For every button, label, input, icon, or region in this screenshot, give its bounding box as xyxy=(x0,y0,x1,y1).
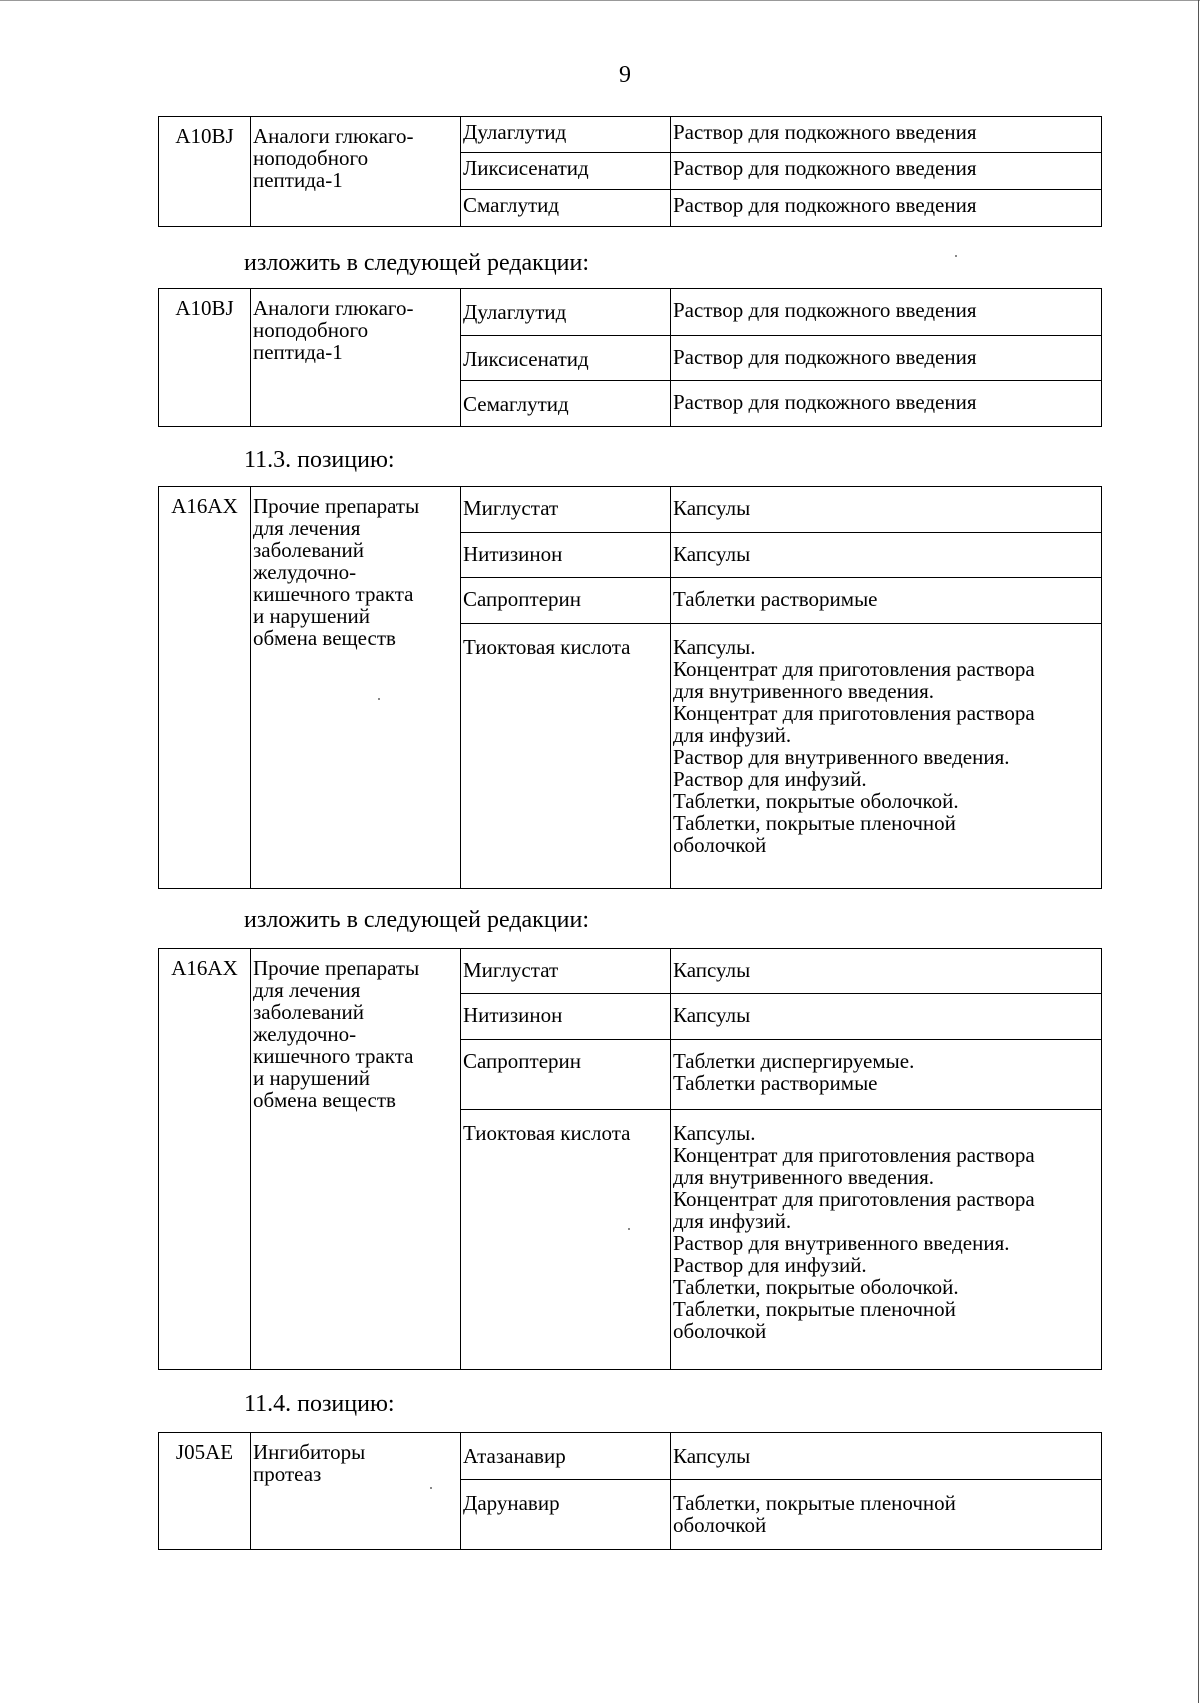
atc-code: A10BJ xyxy=(159,289,251,427)
scan-edge-top xyxy=(0,0,1200,1)
group-name: Прочие препараты для лечения заболеваний желудочно- кишечного тракта и нарушений обмена веществ xyxy=(251,949,461,1370)
dosage-form: Раствор для подкожного введения xyxy=(671,381,1102,427)
dosage-form: Капсулы xyxy=(671,994,1102,1040)
atc-code: A16AX xyxy=(159,487,251,889)
table-row xyxy=(159,117,1102,153)
table-a16ax-old xyxy=(158,486,1102,889)
drug-name: Дулаглутид xyxy=(461,289,671,336)
scan-speck xyxy=(430,1487,432,1489)
drug-name: Миглустат xyxy=(461,487,671,533)
drug-name: Ликсисенатид xyxy=(461,153,671,190)
group-name: Ингибиторы протеаз xyxy=(251,1433,461,1550)
table-row xyxy=(159,289,1102,336)
drug-name: Ликсисенатид xyxy=(461,336,671,381)
atc-code: J05AE xyxy=(159,1433,251,1550)
table-a16ax-new xyxy=(158,948,1102,1370)
dosage-form: Таблетки растворимые xyxy=(671,578,1102,624)
drug-name: Сапроптерин xyxy=(461,1040,671,1110)
group-name: Аналоги глюкаго- ноподобного пептида-1 xyxy=(251,289,461,427)
dosage-form: Раствор для подкожного введения xyxy=(671,190,1102,227)
dosage-form: Капсулы. Концентрат для приготовления раствора для внутривенного введения. Концентрат для приготовления раствора для инфузий. Раствор для внутривенного введения. Раствор для инфузий. Таблетки, покрытые оболочкой. Таблетки, покрытые пленочной оболочкой xyxy=(671,624,1102,889)
table-a10bj-old xyxy=(158,116,1102,227)
section-heading: изложить в следующей редакции: xyxy=(244,250,590,276)
scan-edge-right xyxy=(1198,0,1199,1703)
drug-name: Нитизинон xyxy=(461,994,671,1040)
scan-speck xyxy=(628,1228,630,1230)
table-row xyxy=(159,1433,1102,1480)
group-name: Прочие препараты для лечения заболеваний желудочно- кишечного тракта и нарушений обмена веществ xyxy=(251,487,461,889)
dosage-form: Раствор для подкожного введения xyxy=(671,289,1102,336)
dosage-form: Раствор для подкожного введения xyxy=(671,336,1102,381)
dosage-form: Раствор для подкожного введения xyxy=(671,153,1102,190)
dosage-form: Капсулы xyxy=(671,533,1102,578)
dosage-form: Раствор для подкожного введения xyxy=(671,117,1102,153)
atc-code: A16AX xyxy=(159,949,251,1370)
section-heading: изложить в следующей редакции: xyxy=(244,907,590,933)
group-name: Аналоги глюкаго- ноподобного пептида-1 xyxy=(251,117,461,227)
section-heading: 11.4. позицию: xyxy=(244,1391,395,1417)
section-heading: 11.3. позицию: xyxy=(244,447,395,473)
drug-name: Миглустат xyxy=(461,949,671,994)
drug-name: Тиоктовая кислота xyxy=(461,624,671,889)
drug-name: Тиоктовая кислота xyxy=(461,1110,671,1370)
drug-name: Дулаглутид xyxy=(461,117,671,153)
dosage-form: Капсулы. Концентрат для приготовления раствора для внутривенного введения. Концентрат для приготовления раствора для инфузий. Раствор для внутривенного введения. Раствор для инфузий. Таблетки, покрытые оболочкой. Таблетки, покрытые пленочной оболочкой xyxy=(671,1110,1102,1370)
table-j05ae xyxy=(158,1432,1102,1550)
drug-name: Атазанавир xyxy=(461,1433,671,1480)
table-a10bj-new xyxy=(158,288,1102,427)
page-number: 9 xyxy=(619,62,631,88)
dosage-form: Капсулы xyxy=(671,949,1102,994)
dosage-form: Капсулы xyxy=(671,487,1102,533)
dosage-form: Капсулы xyxy=(671,1433,1102,1480)
drug-name: Смаглутид xyxy=(461,190,671,227)
atc-code: A10BJ xyxy=(159,117,251,227)
drug-name: Сапроптерин xyxy=(461,578,671,624)
drug-name: Нитизинон xyxy=(461,533,671,578)
drug-name: Дарунавир xyxy=(461,1480,671,1550)
scan-speck xyxy=(378,698,380,700)
dosage-form: Таблетки, покрытые пленочной оболочкой xyxy=(671,1480,1102,1550)
drug-name: Семаглутид xyxy=(461,381,671,427)
scan-speck xyxy=(955,255,957,257)
table-row xyxy=(159,949,1102,994)
dosage-form: Таблетки диспергируемые. Таблетки растворимые xyxy=(671,1040,1102,1110)
table-row xyxy=(159,487,1102,533)
